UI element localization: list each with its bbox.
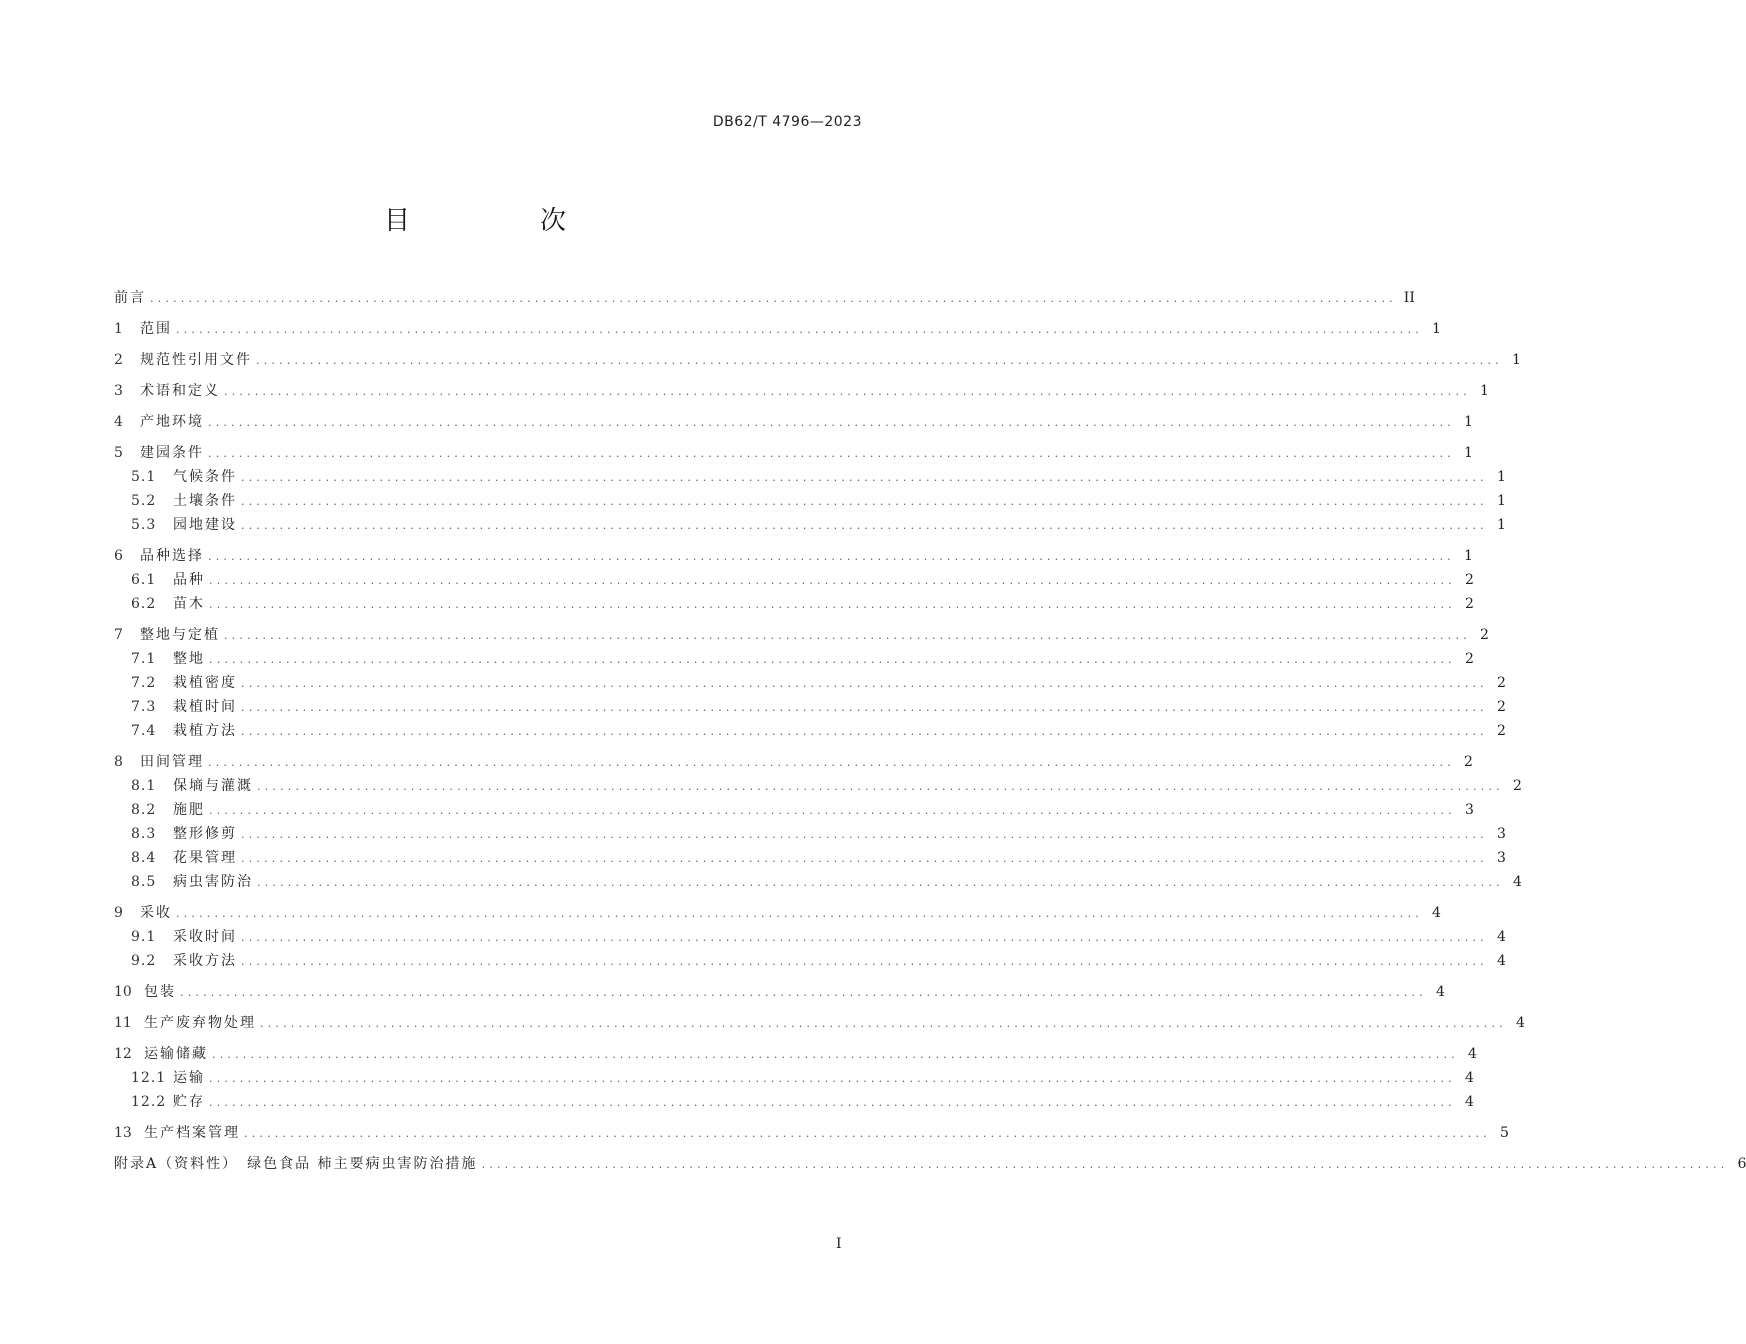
- toc-entry[interactable]: [114, 465, 1506, 489]
- toc-entry[interactable]: [114, 379, 1489, 403]
- toc-entry-number: 8.4: [131, 850, 157, 866]
- toc-entry-title: 生产废弃物处理: [144, 1015, 256, 1031]
- toc-entry-page: 4: [1496, 929, 1506, 945]
- toc-entry-title: 栽植密度: [173, 675, 237, 691]
- toc-entry-page: 6: [1737, 1156, 1746, 1172]
- toc-entry-title: 贮存: [173, 1094, 205, 1110]
- toc-entry-page: 2: [1479, 627, 1489, 643]
- toc-entry-title: 品种选择: [140, 548, 204, 564]
- toc-entry[interactable]: [114, 949, 1506, 973]
- toc-entry-number: 3: [114, 383, 123, 399]
- toc-entry-title: 运输储藏: [144, 1046, 208, 1062]
- toc-entry[interactable]: [114, 846, 1506, 870]
- toc-entry[interactable]: [114, 647, 1474, 671]
- toc-entry-number: 8.1: [131, 778, 157, 794]
- toc-entry-title: 栽植方法: [173, 723, 237, 739]
- toc-entry-page: 3: [1464, 802, 1474, 818]
- toc-entry-number: 6: [114, 548, 123, 564]
- toc-entry-title: 整地与定植: [140, 627, 220, 643]
- toc-entry[interactable]: [114, 774, 1522, 798]
- toc-entry[interactable]: [114, 1066, 1474, 1090]
- toc-dot-leader: ..................................................................................................................................................................: [208, 447, 1455, 460]
- toc-entry-number: 12.2: [131, 1094, 167, 1110]
- document-code: DB62/T 4796—2023: [712, 114, 862, 130]
- toc-entry-number: 9.1: [131, 929, 157, 945]
- toc-entry[interactable]: [114, 513, 1506, 537]
- toc-entry-number: 12: [114, 1046, 132, 1062]
- toc-entry-page: 1: [1496, 517, 1506, 533]
- toc-entry-title: 气候条件: [173, 469, 237, 485]
- toc-entry-page: 2: [1464, 572, 1474, 588]
- toc-entry-page: 2: [1463, 754, 1473, 770]
- toc-entry-number: 10: [114, 984, 132, 1000]
- toc-dot-leader: ..................................................................................................................................................................: [150, 292, 1397, 305]
- toc-entry-title: 产地环境: [140, 414, 204, 430]
- toc-dot-leader: ..................................................................................................................................................................: [241, 701, 1488, 714]
- toc-entry-page: 1: [1496, 493, 1506, 509]
- toc-entry[interactable]: [114, 822, 1506, 846]
- toc-entry-number: 7.3: [131, 699, 157, 715]
- toc-entry-page: 4: [1464, 1070, 1474, 1086]
- toc-entry-title: 包装: [144, 984, 176, 1000]
- toc-dot-leader: ..................................................................................................................................................................: [209, 574, 1456, 587]
- toc-entry-number: 6.2: [131, 596, 157, 612]
- toc-dot-leader: ..................................................................................................................................................................: [208, 756, 1455, 769]
- toc-entry-number: 8.3: [131, 826, 157, 842]
- toc-dot-leader: ..................................................................................................................................................................: [241, 955, 1488, 968]
- toc-entry-page: 4: [1515, 1015, 1525, 1031]
- toc-entry-title: 生产档案管理: [144, 1125, 240, 1141]
- toc-entry-title: 采收时间: [173, 929, 237, 945]
- toc-entry[interactable]: [114, 870, 1522, 894]
- toc-dot-leader: ..................................................................................................................................................................: [208, 550, 1455, 563]
- table-of-contents: [114, 286, 1746, 1176]
- toc-entry-title: 栽植时间: [173, 699, 237, 715]
- toc-entry-title: 运输: [173, 1070, 205, 1086]
- toc-entry-page: 2: [1496, 675, 1506, 691]
- toc-entry-title: 建园条件: [140, 445, 204, 461]
- toc-entry[interactable]: [114, 901, 1441, 925]
- toc-entry[interactable]: [114, 348, 1521, 372]
- toc-dot-leader: ..................................................................................................................................................................: [260, 1017, 1507, 1030]
- toc-entry[interactable]: [114, 1152, 1746, 1176]
- toc-dot-leader: ..................................................................................................................................................................: [176, 907, 1423, 920]
- toc-dot-leader: ..................................................................................................................................................................: [209, 653, 1456, 666]
- toc-entry-page: 2: [1464, 596, 1474, 612]
- toc-entry-title: 采收方法: [173, 953, 237, 969]
- toc-entry[interactable]: [114, 1121, 1509, 1145]
- toc-entry-number: 12.1: [131, 1070, 167, 1086]
- toc-entry-title: 病虫害防治: [173, 874, 253, 890]
- toc-dot-leader: ..................................................................................................................................................................: [241, 828, 1488, 841]
- toc-entry-title: 花果管理: [173, 850, 237, 866]
- toc-dot-leader: ..................................................................................................................................................................: [241, 931, 1488, 944]
- toc-dot-leader: ..................................................................................................................................................................: [257, 876, 1504, 889]
- toc-entry-number: 13: [114, 1125, 132, 1141]
- toc-dot-leader: ..................................................................................................................................................................: [209, 1072, 1456, 1085]
- toc-entry-number: 5.3: [131, 517, 157, 533]
- toc-entry-page: 1: [1479, 383, 1489, 399]
- toc-entry-page: 1: [1463, 414, 1473, 430]
- toc-entry[interactable]: [114, 568, 1474, 592]
- toc-entry-number: 7: [114, 627, 123, 643]
- toc-entry-number: 11: [114, 1015, 132, 1031]
- toc-entry-number: 8: [114, 754, 123, 770]
- toc-entry-title: 规范性引用文件: [140, 352, 252, 368]
- toc-entry[interactable]: [114, 441, 1473, 465]
- toc-dot-leader: ..................................................................................................................................................................: [481, 1158, 1729, 1171]
- toc-entry[interactable]: [114, 695, 1506, 719]
- toc-entry-number: 7.1: [131, 651, 157, 667]
- toc-dot-leader: ..................................................................................................................................................................: [257, 780, 1504, 793]
- toc-dot-leader: ..................................................................................................................................................................: [209, 598, 1456, 611]
- toc-dot-leader: ..................................................................................................................................................................: [212, 1048, 1459, 1061]
- toc-entry[interactable]: [114, 317, 1441, 341]
- toc-dot-leader: ..................................................................................................................................................................: [241, 519, 1488, 532]
- toc-entry[interactable]: [114, 980, 1445, 1004]
- toc-entry-title: 范围: [140, 321, 172, 337]
- page-number: I: [836, 1236, 842, 1252]
- toc-dot-leader: ..................................................................................................................................................................: [256, 354, 1503, 367]
- toc-entry-number: 5.1: [131, 469, 157, 485]
- toc-dot-leader: ..................................................................................................................................................................: [241, 677, 1488, 690]
- toc-entry-title: 品种: [173, 572, 205, 588]
- toc-entry-number: 9: [114, 905, 123, 921]
- toc-entry-number: 8.5: [131, 874, 157, 890]
- toc-dot-leader: ..................................................................................................................................................................: [241, 852, 1488, 865]
- toc-entry[interactable]: [114, 750, 1473, 774]
- toc-entry-title: 前言: [114, 290, 146, 306]
- toc-entry[interactable]: [114, 410, 1473, 434]
- toc-entry[interactable]: [114, 671, 1506, 695]
- toc-entry[interactable]: [114, 1042, 1477, 1066]
- toc-dot-leader: ..................................................................................................................................................................: [241, 471, 1488, 484]
- toc-entry-title: 附录A（资料性） 绿色食品 柿主要病虫害防治措施: [114, 1156, 478, 1172]
- toc-entry[interactable]: [114, 286, 1415, 310]
- toc-dot-leader: ..................................................................................................................................................................: [176, 323, 1423, 336]
- toc-dot-leader: ..................................................................................................................................................................: [241, 495, 1488, 508]
- toc-entry-page: 1: [1463, 445, 1473, 461]
- toc-entry-title: 田间管理: [140, 754, 204, 770]
- toc-entry-page: 2: [1496, 699, 1506, 715]
- toc-entry-page: 2: [1464, 651, 1474, 667]
- toc-entry-title: 整地: [173, 651, 205, 667]
- toc-dot-leader: ..................................................................................................................................................................: [224, 629, 1471, 642]
- toc-entry-page: 4: [1464, 1094, 1474, 1110]
- toc-entry-page: 4: [1431, 905, 1441, 921]
- toc-entry-number: 2: [114, 352, 123, 368]
- toc-entry-number: 6.1: [131, 572, 157, 588]
- toc-entry[interactable]: [114, 544, 1473, 568]
- toc-dot-leader: ..................................................................................................................................................................: [244, 1127, 1491, 1140]
- toc-entry[interactable]: [114, 798, 1474, 822]
- toc-entry-page: 4: [1512, 874, 1522, 890]
- toc-entry[interactable]: [114, 1011, 1525, 1035]
- toc-dot-leader: ..................................................................................................................................................................: [180, 986, 1427, 999]
- toc-title: 目 次: [383, 206, 618, 236]
- toc-entry-page: 4: [1496, 953, 1506, 969]
- toc-entry-number: 4: [114, 414, 123, 430]
- toc-entry[interactable]: [114, 592, 1474, 616]
- toc-entry[interactable]: [114, 1090, 1474, 1114]
- toc-dot-leader: ..................................................................................................................................................................: [241, 725, 1488, 738]
- toc-entry-page: 5: [1499, 1125, 1509, 1141]
- toc-entry-number: 7.2: [131, 675, 157, 691]
- toc-entry[interactable]: [114, 719, 1506, 743]
- toc-entry-page: 4: [1435, 984, 1445, 1000]
- toc-entry-page: 1: [1511, 352, 1521, 368]
- toc-entry-title: 苗木: [173, 596, 205, 612]
- toc-entry-title: 术语和定义: [140, 383, 220, 399]
- toc-entry-number: 9.2: [131, 953, 157, 969]
- toc-entry-title: 施肥: [173, 802, 205, 818]
- toc-dot-leader: ..................................................................................................................................................................: [209, 1096, 1456, 1109]
- toc-dot-leader: ..................................................................................................................................................................: [209, 804, 1456, 817]
- toc-entry-number: 8.2: [131, 802, 157, 818]
- toc-entry-title: 园地建设: [173, 517, 237, 533]
- toc-entry-page: II: [1403, 290, 1415, 306]
- toc-entry-title: 采收: [140, 905, 172, 921]
- toc-entry-number: 7.4: [131, 723, 157, 739]
- toc-entry-page: 3: [1496, 826, 1506, 842]
- toc-entry-page: 1: [1496, 469, 1506, 485]
- toc-dot-leader: ..................................................................................................................................................................: [208, 416, 1455, 429]
- toc-entry-page: 4: [1467, 1046, 1477, 1062]
- toc-entry-page: 1: [1463, 548, 1473, 564]
- toc-entry-number: 5: [114, 445, 123, 461]
- toc-entry[interactable]: [114, 489, 1506, 513]
- toc-dot-leader: ..................................................................................................................................................................: [224, 385, 1471, 398]
- toc-entry-number: 5.2: [131, 493, 157, 509]
- toc-entry-number: 1: [114, 321, 123, 337]
- toc-entry-page: 2: [1496, 723, 1506, 739]
- toc-entry-page: 2: [1512, 778, 1522, 794]
- toc-entry-page: 3: [1496, 850, 1506, 866]
- toc-entry[interactable]: [114, 925, 1506, 949]
- toc-entry-title: 土壤条件: [173, 493, 237, 509]
- toc-entry-title: 整形修剪: [173, 826, 237, 842]
- toc-entry[interactable]: [114, 623, 1489, 647]
- toc-entry-title: 保墒与灌溉: [173, 778, 253, 794]
- toc-entry-page: 1: [1431, 321, 1441, 337]
